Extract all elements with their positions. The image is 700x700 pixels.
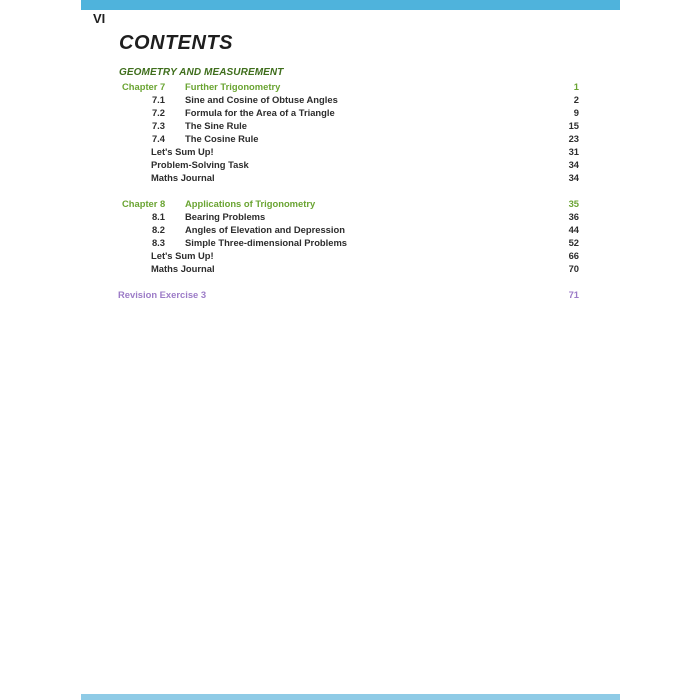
section-number: 7.4 xyxy=(151,133,165,144)
chapter-label: Chapter 7 xyxy=(122,81,166,92)
bottom-accent-bar xyxy=(81,694,620,700)
toc-section-row[interactable] xyxy=(81,106,620,119)
section-number: 8.3 xyxy=(151,237,165,248)
section-number: 7.1 xyxy=(151,94,165,105)
extra-title: Problem-Solving Task xyxy=(151,159,249,170)
toc-section-row[interactable] xyxy=(81,93,620,106)
extra-title: Let's Sum Up! xyxy=(151,146,214,157)
extra-page: 31 xyxy=(568,146,579,157)
toc-extra-row[interactable] xyxy=(81,249,620,262)
contents-title: CONTENTS xyxy=(119,32,233,54)
section-number: 7.2 xyxy=(151,107,165,118)
section-page: 15 xyxy=(568,120,579,131)
extra-page: 66 xyxy=(568,250,579,261)
section-number: 8.2 xyxy=(151,224,165,235)
toc-section-row[interactable] xyxy=(81,132,620,145)
section-page: 2 xyxy=(573,94,579,105)
section-title: Angles of Elevation and Depression xyxy=(185,224,345,235)
section-number: 7.3 xyxy=(151,120,165,131)
section-title: Formula for the Area of a Triangle xyxy=(185,107,335,118)
toc-extra-row[interactable] xyxy=(81,171,620,184)
section-page: 23 xyxy=(568,133,579,144)
section-page: 44 xyxy=(568,224,579,235)
top-accent-bar xyxy=(81,0,620,10)
book-page xyxy=(81,0,620,700)
toc-revision-row[interactable] xyxy=(81,288,620,301)
extra-title: Maths Journal xyxy=(151,172,215,183)
toc-extra-row[interactable] xyxy=(81,158,620,171)
toc-section-row[interactable] xyxy=(81,236,620,249)
revision-title: Revision Exercise 3 xyxy=(118,289,207,300)
section-page: 52 xyxy=(568,237,579,248)
section-title: Bearing Problems xyxy=(185,211,266,222)
extra-page: 70 xyxy=(568,263,579,274)
extra-title: Let's Sum Up! xyxy=(151,250,214,261)
chapter-title: Further Trigonometry xyxy=(185,81,281,92)
extra-page: 34 xyxy=(568,172,579,183)
section-title: Simple Three-dimensional Problems xyxy=(185,237,348,248)
toc-section-row[interactable] xyxy=(81,223,620,236)
toc-section-row[interactable] xyxy=(81,210,620,223)
revision-page: 71 xyxy=(568,289,579,300)
extra-title: Maths Journal xyxy=(151,263,215,274)
section-title: The Sine Rule xyxy=(185,120,247,131)
section-page: 9 xyxy=(573,107,579,118)
toc-chapter-row[interactable] xyxy=(81,80,620,93)
chapter-page: 1 xyxy=(573,81,579,92)
section-page: 36 xyxy=(568,211,579,222)
section-number: 8.1 xyxy=(151,211,165,222)
section-title: Sine and Cosine of Obtuse Angles xyxy=(185,94,338,105)
chapter-page: 35 xyxy=(568,198,579,209)
toc-extra-row[interactable] xyxy=(81,145,620,158)
toc-extra-row[interactable] xyxy=(81,262,620,275)
section-title: The Cosine Rule xyxy=(185,133,259,144)
section-heading: GEOMETRY AND MEASUREMENT xyxy=(119,67,284,78)
chapter-title: Applications of Trigonometry xyxy=(185,198,316,209)
toc-chapter-row[interactable] xyxy=(81,197,620,210)
extra-page: 34 xyxy=(568,159,579,170)
toc-section-row[interactable] xyxy=(81,119,620,132)
chapter-label: Chapter 8 xyxy=(122,198,166,209)
page-number: VI xyxy=(93,11,106,26)
